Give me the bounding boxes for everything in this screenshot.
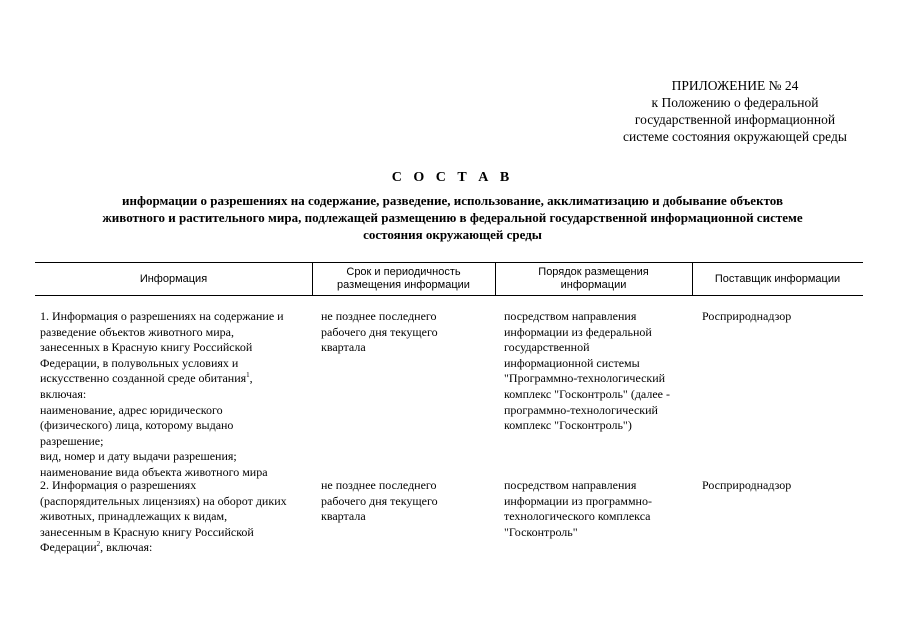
cell-order: посредством направления информации из программно- технологического комплекса "Госконтроль": [504, 478, 652, 539]
header-provider: Поставщик информации: [714, 272, 841, 285]
subtitle-line: состояния окружающей среды: [363, 227, 542, 242]
table-header-row: [35, 262, 863, 296]
cell-info: 2. Информация о разрешениях (распорядительных лицензиях) на оборот диких животных, принадлежащих к видам, занесенным в Красную книгу Российской Федерации$^2$, включая:: [40, 478, 287, 555]
info-table: [35, 262, 863, 555]
subtitle-line: информации о разрешениях на содержание, разведение, использование, акклиматизацию и добывание объектов: [122, 193, 783, 208]
document-subtitle: [40, 192, 865, 243]
header-info: Информация: [35, 263, 313, 295]
footnote-marker: 2: [96, 540, 101, 549]
cell-term: не позднее последнего рабочего дня текущего квартала: [321, 309, 438, 355]
cell-provider: Росприроднадзор: [702, 309, 792, 323]
appendix-line: системе состояния окружающей среды: [623, 129, 847, 144]
appendix-block: [585, 77, 885, 145]
header-order: Порядок размещения информации: [495, 263, 693, 295]
document-title: С О С Т А В: [391, 170, 514, 185]
footnote-marker: 1: [246, 371, 250, 380]
appendix-line: к Положению о федеральной: [651, 95, 819, 110]
appendix-line: государственной информационной: [634, 112, 836, 127]
subtitle-line: животного и растительного мира, подлежащей размещению в федеральной государственной информационной системе: [102, 210, 803, 225]
cell-info: 1. Информация о разрешениях на содержание и разведение объектов животного мира, занесенных в Красную книгу Российской Федерации, в полувольных условиях и искусственно созданной среде обитания$^1$, включая: наименование, адрес юридического (физического) лица, которому выдано разрешение; вид, номер и дату выдачи разрешения; наименование вида объекта животного мира: [40, 309, 284, 479]
cell-provider: Росприроднадзор: [702, 478, 792, 492]
cell-term: не позднее последнего рабочего дня текущего квартала: [321, 478, 438, 524]
cell-order: посредством направления информации из федеральной государственной информационной системы "Программно-технологический комплекс "Госконтроль" (далее - программно-технологический комплекс "Госконтроль"): [504, 309, 670, 433]
header-term: Срок и периодичность размещения информации: [312, 263, 496, 295]
appendix-title: ПРИЛОЖЕНИЕ № 24: [671, 78, 799, 93]
